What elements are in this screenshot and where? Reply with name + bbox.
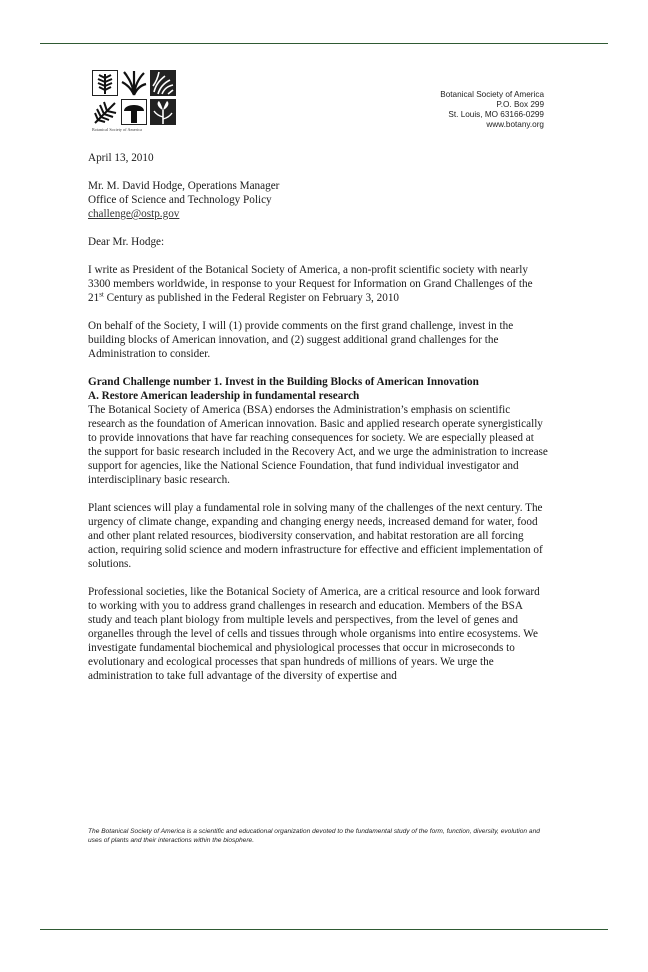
- moss-icon: [150, 70, 176, 96]
- paragraph-3: The Botanical Society of America (BSA) endorses the Administration’s emphasis on scientific research as the foundation of American innovation. Basic and applied research operate synergistically to provide innovations that have far reaching consequences for society. We are especially pleased at the support for basic research included in the Recovery Act, and we urge the administration to increase support for agencies, like the National Science Foundation, that fund individual investigator and interdisciplinary basic research.: [88, 404, 548, 486]
- org-address-block: [344, 90, 544, 130]
- heading-1a: A. Restore American leadership in fundamental research: [88, 390, 360, 402]
- org-name: Botanical Society of America: [440, 90, 544, 99]
- bottom-rule: [40, 929, 608, 930]
- logo-caption: Botanical Society of America: [92, 127, 143, 132]
- palm-leaf-icon: [92, 99, 118, 125]
- intro-text-1: I write as President of the Botanical Society of America, a non-profit scientific society with nearly 3300 members worldwide, in response to your Request for Information on Grand Challenges of the 21: [88, 264, 533, 304]
- footer-text: The Botanical Society of America is a scientific and educational organization devoted to the fundamental study of the form, function, diversity, evolution and uses of plants and their interactions within the biosphere.: [88, 828, 540, 844]
- paragraph-2: On behalf of the Society, I will (1) provide comments on the first grand challenge, invest in the building blocks of American innovation, and (2) suggest additional grand challenges for the Administration to consider.: [88, 320, 514, 360]
- org-po-box: P.O. Box 299: [496, 100, 544, 109]
- grass-icon: [121, 70, 147, 96]
- fern-icon: [92, 70, 118, 96]
- org-city: St. Louis, MO 63166-0299: [448, 110, 544, 119]
- recipient-office: Office of Science and Technology Policy: [88, 194, 272, 206]
- intro-text-2: Century as published in the Federal Register on February 3, 2010: [103, 292, 400, 304]
- letter-date: April 13, 2010: [88, 152, 154, 164]
- top-rule: [40, 43, 608, 44]
- intro-paragraph: [88, 263, 548, 305]
- intro-superscript: st: [99, 290, 104, 299]
- heading-grand-challenge-1: Grand Challenge number 1. Invest in the Building Blocks of American Innovation: [88, 376, 479, 388]
- paragraph-4: Plant sciences will play a fundamental role in solving many of the challenges of the next century. The urgency of climate change, expanding and changing energy needs, increased demand for water, food and other plant related resources, biodiversity conservation, and habitat restoration are all forcing action, requiring solid science and modern infrastructure for effective and efficient implementation of solutions.: [88, 502, 543, 570]
- flower-icon: [150, 99, 176, 125]
- letter-body: [88, 151, 548, 683]
- org-website: www.botany.org: [486, 120, 544, 129]
- salutation: Dear Mr. Hodge:: [88, 236, 165, 248]
- paragraph-5: Professional societies, like the Botanical Society of America, are a critical resource and look forward to working with you to address grand challenges in research and education. Members of the BSA study and teach plant biology from multiple levels and perspectives, from the level of genes and organelles through the level of cells and tissues through whole organisms into entire ecosystems. We investigate fundamental biochemical and physiological processes that occur in microseconds to evolutionary and ecological processes that span hundreds of millions of years. We urge the administration to take full advantage of the diversity of expertise and: [88, 586, 540, 682]
- bsa-logo: [92, 70, 182, 136]
- recipient-email-link[interactable]: challenge@ostp.gov: [88, 208, 180, 220]
- recipient-name: Mr. M. David Hodge, Operations Manager: [88, 180, 280, 192]
- mushroom-icon: [121, 99, 147, 125]
